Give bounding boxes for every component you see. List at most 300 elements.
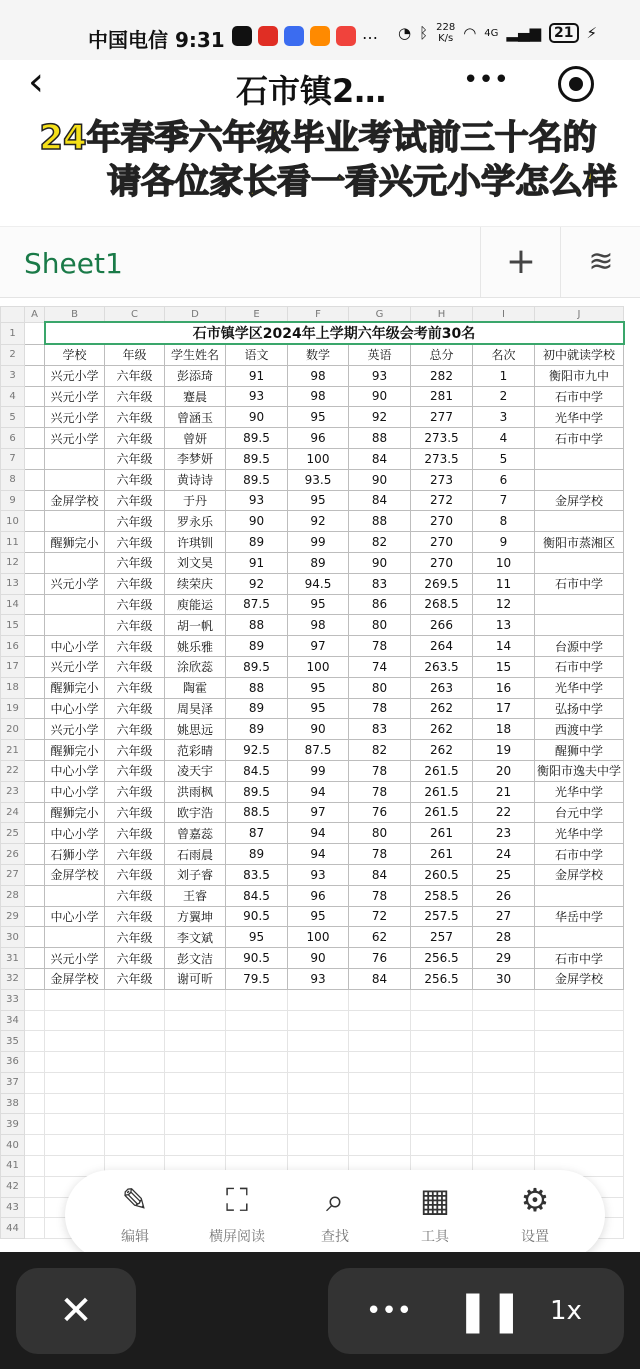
table-cell[interactable]: 89.5 [226,656,288,677]
row-header[interactable]: 36 [1,1052,25,1073]
empty-cell[interactable] [535,1135,624,1156]
edit-tool[interactable] [100,1180,170,1246]
table-cell[interactable]: 273.5 [411,448,473,469]
table-cell[interactable]: 262 [411,719,473,740]
empty-cell[interactable] [226,1093,288,1114]
table-cell[interactable]: 89.5 [226,448,288,469]
empty-cell[interactable] [535,1072,624,1093]
empty-cell[interactable] [105,1052,165,1073]
table-cell[interactable]: 89 [226,698,288,719]
cell[interactable] [25,781,45,802]
cell[interactable] [25,428,45,449]
table-cell[interactable]: 六年级 [105,677,165,698]
table-cell[interactable]: 88 [349,511,411,532]
empty-cell[interactable] [473,1031,535,1052]
table-cell[interactable]: 87 [226,823,288,844]
empty-cell[interactable] [25,1031,45,1052]
table-cell[interactable]: 18 [473,719,535,740]
tools-tool[interactable] [400,1180,470,1246]
table-cell[interactable]: 94 [288,781,349,802]
table-cell[interactable]: 8 [473,511,535,532]
table-cell[interactable]: 78 [349,636,411,657]
row-header[interactable]: 2 [1,344,25,365]
table-cell[interactable]: 刘文昊 [165,552,226,573]
column-header[interactable]: J [535,307,624,323]
table-cell[interactable]: 金屏学校 [45,490,105,511]
pause-icon[interactable]: ❚❚ [456,1288,524,1334]
table-cell[interactable]: 六年级 [105,594,165,615]
empty-cell[interactable] [165,1052,226,1073]
empty-cell[interactable] [25,1010,45,1031]
cell[interactable] [25,698,45,719]
cell[interactable] [25,823,45,844]
empty-cell[interactable] [411,1135,473,1156]
table-cell[interactable]: 262 [411,740,473,761]
table-cell[interactable]: 87.5 [288,740,349,761]
table-cell[interactable]: 六年级 [105,428,165,449]
table-cell[interactable]: 72 [349,906,411,927]
table-cell[interactable]: 六年级 [105,927,165,948]
table-cell[interactable]: 94 [288,823,349,844]
table-cell[interactable]: 衡阳市九中 [535,365,624,386]
table-cell[interactable]: 石市中学 [535,844,624,865]
table-cell[interactable]: 78 [349,781,411,802]
empty-cell[interactable] [473,1093,535,1114]
table-cell[interactable]: 93 [226,490,288,511]
row-header[interactable]: 38 [1,1093,25,1114]
table-cell[interactable]: 100 [288,656,349,677]
table-cell[interactable] [45,594,105,615]
table-cell[interactable]: 29 [473,948,535,969]
table-cell[interactable] [535,927,624,948]
empty-cell[interactable] [411,1010,473,1031]
table-cell[interactable]: 91 [226,552,288,573]
empty-cell[interactable] [535,1093,624,1114]
table-cell[interactable]: 弘扬中学 [535,698,624,719]
table-cell[interactable]: 姚思远 [165,719,226,740]
table-cell[interactable]: 89 [226,636,288,657]
table-cell[interactable]: 13 [473,615,535,636]
empty-cell[interactable] [473,989,535,1010]
column-header[interactable]: B [45,307,105,323]
cell[interactable] [25,885,45,906]
table-cell[interactable]: 82 [349,532,411,553]
table-cell[interactable]: 263.5 [411,656,473,677]
table-cell[interactable]: 光华中学 [535,823,624,844]
table-cell[interactable]: 于丹 [165,490,226,511]
table-cell[interactable]: 彭文洁 [165,948,226,969]
table-cell[interactable]: 金屏学校 [45,968,105,989]
empty-cell[interactable] [226,1072,288,1093]
cell[interactable] [25,448,45,469]
table-cell[interactable]: 84.5 [226,760,288,781]
empty-cell[interactable] [473,1072,535,1093]
table-cell[interactable]: 石市中学 [535,656,624,677]
table-cell[interactable]: 76 [349,802,411,823]
table-cell[interactable]: 80 [349,615,411,636]
table-cell[interactable]: 83 [349,573,411,594]
empty-cell[interactable] [45,1072,105,1093]
table-cell[interactable]: 10 [473,552,535,573]
empty-cell[interactable] [25,1093,45,1114]
table-cell[interactable]: 95 [288,490,349,511]
table-cell[interactable]: 许琪钏 [165,532,226,553]
video-frame[interactable] [0,110,640,1252]
table-cell[interactable] [45,615,105,636]
table-cell[interactable]: 六年级 [105,365,165,386]
table-cell[interactable] [45,469,105,490]
sheet-title[interactable]: 石市镇学区2024年上学期六年级会考前30名 [45,322,624,344]
table-cell[interactable] [535,511,624,532]
table-cell[interactable]: 黄诗诗 [165,469,226,490]
table-cell[interactable]: 90.5 [226,906,288,927]
table-cell[interactable]: 62 [349,927,411,948]
table-cell[interactable]: 24 [473,844,535,865]
table-cell[interactable]: 衡阳市逸夫中学 [535,760,624,781]
column-header[interactable]: D [165,307,226,323]
table-cell[interactable]: 六年级 [105,407,165,428]
table-cell[interactable]: 中心小学 [45,906,105,927]
empty-cell[interactable] [165,1031,226,1052]
empty-cell[interactable] [226,1031,288,1052]
table-cell[interactable]: 262 [411,698,473,719]
empty-cell[interactable] [25,1156,45,1177]
cell[interactable] [25,719,45,740]
table-cell[interactable]: 74 [349,656,411,677]
table-cell[interactable]: 彭添琦 [165,365,226,386]
table-cell[interactable]: 六年级 [105,823,165,844]
cell[interactable] [25,968,45,989]
table-cell[interactable]: 270 [411,532,473,553]
empty-cell[interactable] [105,1135,165,1156]
table-cell[interactable]: 曾妍 [165,428,226,449]
table-cell[interactable]: 9 [473,532,535,553]
cell[interactable] [25,948,45,969]
empty-cell[interactable] [473,1114,535,1135]
empty-cell[interactable] [25,1218,45,1239]
row-header[interactable]: 41 [1,1156,25,1177]
table-cell[interactable]: 兴元小学 [45,573,105,594]
table-cell[interactable]: 89.5 [226,469,288,490]
table-cell[interactable]: 30 [473,968,535,989]
row-header[interactable]: 42 [1,1176,25,1197]
table-cell[interactable]: 醒狮完小 [45,532,105,553]
table-cell[interactable]: 80 [349,677,411,698]
table-cell[interactable]: 268.5 [411,594,473,615]
empty-cell[interactable] [25,1197,45,1218]
table-cell[interactable]: 洪雨枫 [165,781,226,802]
table-cell[interactable]: 89.5 [226,428,288,449]
table-cell[interactable]: 金屏学校 [45,864,105,885]
row-header[interactable]: 22 [1,760,25,781]
empty-cell[interactable] [411,1052,473,1073]
table-cell[interactable]: 76 [349,948,411,969]
empty-cell[interactable] [288,1031,349,1052]
column-title[interactable]: 总分 [411,344,473,365]
table-cell[interactable]: 周昊泽 [165,698,226,719]
cell[interactable] [25,844,45,865]
empty-cell[interactable] [165,1114,226,1135]
row-header[interactable]: 10 [1,511,25,532]
cell[interactable] [25,386,45,407]
search-tool[interactable] [300,1180,370,1246]
table-cell[interactable]: 83 [349,719,411,740]
table-cell[interactable]: 凌天宇 [165,760,226,781]
table-cell[interactable]: 六年级 [105,968,165,989]
table-cell[interactable]: 光华中学 [535,677,624,698]
empty-cell[interactable] [25,1176,45,1197]
cell[interactable] [25,802,45,823]
empty-cell[interactable] [535,1052,624,1073]
table-cell[interactable]: 95 [288,407,349,428]
table-cell[interactable]: 王睿 [165,885,226,906]
table-cell[interactable]: 97 [288,636,349,657]
table-cell[interactable]: 中心小学 [45,760,105,781]
table-cell[interactable]: 261 [411,823,473,844]
table-cell[interactable]: 260.5 [411,864,473,885]
table-cell[interactable]: 28 [473,927,535,948]
back-icon[interactable]: ‹ [28,59,44,105]
table-cell[interactable]: 六年级 [105,948,165,969]
table-cell[interactable]: 7 [473,490,535,511]
table-cell[interactable]: 中心小学 [45,698,105,719]
table-cell[interactable] [45,927,105,948]
table-cell[interactable]: 92.5 [226,740,288,761]
table-cell[interactable]: 90 [349,552,411,573]
empty-cell[interactable] [105,989,165,1010]
row-header[interactable]: 37 [1,1072,25,1093]
table-cell[interactable]: 92 [288,511,349,532]
empty-cell[interactable] [288,1114,349,1135]
table-cell[interactable]: 270 [411,511,473,532]
layers-icon[interactable]: ≋ [560,227,640,297]
row-header[interactable]: 13 [1,573,25,594]
table-cell[interactable]: 石市中学 [535,948,624,969]
table-cell[interactable] [535,469,624,490]
table-cell[interactable] [535,448,624,469]
table-cell[interactable]: 六年级 [105,781,165,802]
table-cell[interactable]: 兴元小学 [45,407,105,428]
table-cell[interactable]: 六年级 [105,615,165,636]
table-cell[interactable]: 衡阳市蒸湘区 [535,532,624,553]
table-cell[interactable]: 256.5 [411,948,473,969]
table-cell[interactable] [45,448,105,469]
empty-cell[interactable] [535,1010,624,1031]
cell[interactable] [25,677,45,698]
empty-cell[interactable] [349,989,411,1010]
table-cell[interactable]: 90 [349,469,411,490]
row-header[interactable]: 1 [1,322,25,344]
empty-cell[interactable] [349,1010,411,1031]
empty-cell[interactable] [535,1114,624,1135]
table-cell[interactable]: 19 [473,740,535,761]
empty-cell[interactable] [349,1072,411,1093]
row-header[interactable]: 17 [1,656,25,677]
table-cell[interactable]: 92 [226,573,288,594]
empty-cell[interactable] [105,1010,165,1031]
table-cell[interactable]: 261.5 [411,760,473,781]
empty-cell[interactable] [105,1031,165,1052]
table-cell[interactable]: 罗永乐 [165,511,226,532]
table-cell[interactable]: 79.5 [226,968,288,989]
table-cell[interactable]: 李梦妍 [165,448,226,469]
empty-cell[interactable] [411,1031,473,1052]
table-cell[interactable]: 刘子睿 [165,864,226,885]
table-cell[interactable]: 兴元小学 [45,719,105,740]
table-cell[interactable]: 1 [473,365,535,386]
table-cell[interactable]: 3 [473,407,535,428]
cell[interactable] [25,740,45,761]
empty-cell[interactable] [45,1114,105,1135]
table-cell[interactable]: 六年级 [105,490,165,511]
table-cell[interactable]: 84 [349,490,411,511]
row-header[interactable]: 7 [1,448,25,469]
row-header[interactable]: 40 [1,1135,25,1156]
row-header[interactable]: 9 [1,490,25,511]
table-cell[interactable]: 23 [473,823,535,844]
table-cell[interactable]: 西渡中学 [535,719,624,740]
table-cell[interactable]: 95 [288,698,349,719]
empty-cell[interactable] [288,1093,349,1114]
row-header[interactable]: 15 [1,615,25,636]
table-cell[interactable]: 258.5 [411,885,473,906]
table-cell[interactable]: 261.5 [411,802,473,823]
table-cell[interactable]: 90 [226,511,288,532]
sheet-tab[interactable]: Sheet1 [24,247,123,280]
column-title[interactable]: 语文 [226,344,288,365]
table-cell[interactable]: 25 [473,864,535,885]
table-cell[interactable]: 兴元小学 [45,365,105,386]
table-cell[interactable]: 90 [288,948,349,969]
row-header[interactable]: 16 [1,636,25,657]
empty-cell[interactable] [226,989,288,1010]
table-cell[interactable]: 六年级 [105,511,165,532]
table-cell[interactable] [535,594,624,615]
table-cell[interactable]: 11 [473,573,535,594]
table-cell[interactable]: 84.5 [226,885,288,906]
empty-cell[interactable] [165,1010,226,1031]
table-cell[interactable]: 282 [411,365,473,386]
table-cell[interactable]: 六年级 [105,573,165,594]
table-cell[interactable]: 90 [288,719,349,740]
table-cell[interactable]: 中心小学 [45,781,105,802]
table-cell[interactable]: 曾涵玉 [165,407,226,428]
column-header[interactable]: H [411,307,473,323]
row-header[interactable]: 43 [1,1197,25,1218]
row-header[interactable]: 33 [1,989,25,1010]
table-cell[interactable]: 石雨晨 [165,844,226,865]
table-cell[interactable]: 98 [288,615,349,636]
table-cell[interactable]: 90 [226,407,288,428]
empty-cell[interactable] [226,1135,288,1156]
column-header[interactable]: E [226,307,288,323]
table-cell[interactable]: 261.5 [411,781,473,802]
empty-cell[interactable] [288,1010,349,1031]
empty-cell[interactable] [473,1052,535,1073]
table-cell[interactable]: 6 [473,469,535,490]
table-cell[interactable]: 六年级 [105,552,165,573]
row-header[interactable]: 14 [1,594,25,615]
table-cell[interactable]: 84 [349,448,411,469]
table-cell[interactable]: 84 [349,864,411,885]
table-cell[interactable]: 兴元小学 [45,656,105,677]
table-cell[interactable]: 100 [288,448,349,469]
row-header[interactable]: 26 [1,844,25,865]
table-cell[interactable]: 256.5 [411,968,473,989]
table-cell[interactable]: 六年级 [105,469,165,490]
table-cell[interactable]: 93 [226,386,288,407]
table-cell[interactable]: 99 [288,760,349,781]
table-cell[interactable]: 兴元小学 [45,386,105,407]
cell[interactable] [25,573,45,594]
table-cell[interactable]: 270 [411,552,473,573]
empty-cell[interactable] [349,1052,411,1073]
row-header[interactable]: 35 [1,1031,25,1052]
cell[interactable] [25,344,45,365]
table-cell[interactable]: 78 [349,698,411,719]
table-cell[interactable]: 273 [411,469,473,490]
table-cell[interactable]: 273.5 [411,428,473,449]
table-cell[interactable]: 醒狮中学 [535,740,624,761]
table-cell[interactable] [535,885,624,906]
empty-cell[interactable] [411,1114,473,1135]
cell[interactable] [25,656,45,677]
table-cell[interactable]: 六年级 [105,906,165,927]
column-title[interactable]: 初中就读学校 [535,344,624,365]
more-options-icon[interactable]: ••• [462,65,509,95]
table-cell[interactable]: 261 [411,844,473,865]
row-header[interactable]: 12 [1,552,25,573]
table-cell[interactable]: 89 [226,719,288,740]
table-cell[interactable]: 93 [349,365,411,386]
empty-cell[interactable] [25,1052,45,1073]
table-cell[interactable]: 26 [473,885,535,906]
column-title[interactable]: 名次 [473,344,535,365]
table-cell[interactable]: 78 [349,885,411,906]
empty-cell[interactable] [45,1052,105,1073]
table-cell[interactable]: 95 [288,594,349,615]
row-header[interactable]: 4 [1,386,25,407]
empty-cell[interactable] [288,1072,349,1093]
table-cell[interactable]: 5 [473,448,535,469]
empty-cell[interactable] [226,1010,288,1031]
table-cell[interactable]: 石市中学 [535,386,624,407]
empty-cell[interactable] [165,989,226,1010]
table-cell[interactable]: 金屏学校 [535,490,624,511]
empty-cell[interactable] [45,1093,105,1114]
row-header[interactable]: 29 [1,906,25,927]
row-header[interactable]: 23 [1,781,25,802]
table-cell[interactable]: 12 [473,594,535,615]
table-cell[interactable] [45,511,105,532]
table-cell[interactable]: 88 [349,428,411,449]
empty-cell[interactable] [226,1114,288,1135]
cell[interactable] [25,594,45,615]
column-title[interactable]: 年级 [105,344,165,365]
table-cell[interactable]: 16 [473,677,535,698]
table-cell[interactable]: 曾嘉蕊 [165,823,226,844]
table-cell[interactable]: 庾能运 [165,594,226,615]
table-cell[interactable]: 李文斌 [165,927,226,948]
table-cell[interactable]: 六年级 [105,386,165,407]
target-icon[interactable] [558,66,594,102]
cell[interactable] [25,927,45,948]
table-cell[interactable]: 六年级 [105,844,165,865]
table-cell[interactable]: 台元中学 [535,802,624,823]
table-cell[interactable]: 金屏学校 [535,968,624,989]
row-header[interactable]: 19 [1,698,25,719]
table-cell[interactable]: 胡一帆 [165,615,226,636]
